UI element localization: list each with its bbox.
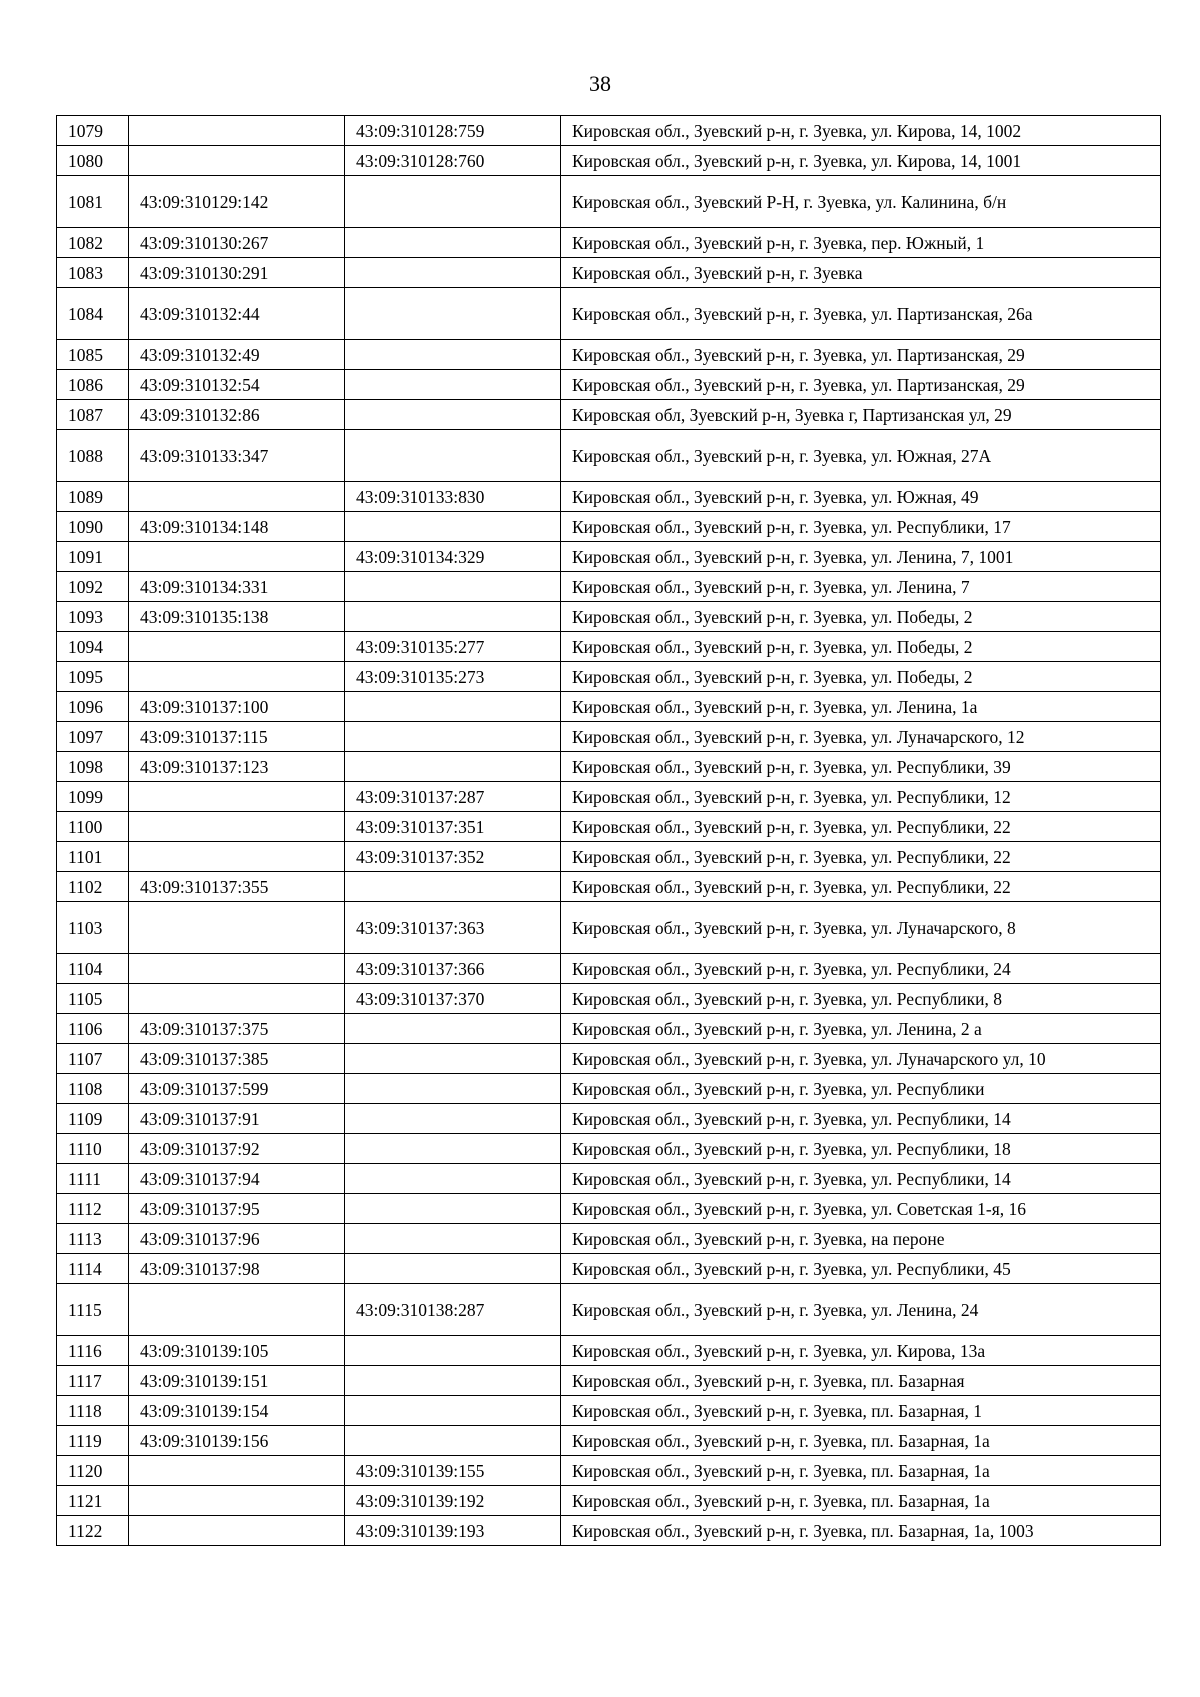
row-number-cell: 1098 xyxy=(57,752,129,782)
building-cadastral-number-cell xyxy=(345,572,561,602)
land-cadastral-number-cell: 43:09:310134:331 xyxy=(129,572,345,602)
building-cadastral-number-cell: 43:09:310135:277 xyxy=(345,632,561,662)
land-cadastral-number-cell xyxy=(129,902,345,954)
address-cell: Кировская обл., Зуевский р-н, г. Зуевка, ул. Победы, 2 xyxy=(561,632,1161,662)
address-cell: Кировская обл., Зуевский р-н, г. Зуевка, ул. Ленина, 1а xyxy=(561,692,1161,722)
land-cadastral-number-cell xyxy=(129,482,345,512)
address-cell: Кировская обл., Зуевский р-н, г. Зуевка, ул. Луначарского ул, 10 xyxy=(561,1044,1161,1074)
land-cadastral-number-cell: 43:09:310135:138 xyxy=(129,602,345,632)
building-cadastral-number-cell xyxy=(345,1164,561,1194)
row-number-cell: 1100 xyxy=(57,812,129,842)
row-number-cell: 1096 xyxy=(57,692,129,722)
address-cell: Кировская обл., Зуевский р-н, г. Зуевка, ул. Республики, 12 xyxy=(561,782,1161,812)
land-cadastral-number-cell: 43:09:310137:355 xyxy=(129,872,345,902)
land-cadastral-number-cell xyxy=(129,984,345,1014)
row-number-cell: 1106 xyxy=(57,1014,129,1044)
building-cadastral-number-cell: 43:09:310138:287 xyxy=(345,1284,561,1336)
address-cell: Кировская обл., Зуевский р-н, г. Зуевка, ул. Ленина, 2 а xyxy=(561,1014,1161,1044)
address-cell: Кировская обл., Зуевский р-н, г. Зуевка, ул. Республики, 45 xyxy=(561,1254,1161,1284)
table-row xyxy=(57,954,1161,984)
address-cell: Кировская обл., Зуевский р-н, г. Зуевка, пл. Базарная, 1а xyxy=(561,1456,1161,1486)
address-cell: Кировская обл., Зуевский р-н, г. Зуевка, ул. Луначарского, 12 xyxy=(561,722,1161,752)
address-cell: Кировская обл., Зуевский Р-Н, г. Зуевка, ул. Калинина, б/н xyxy=(561,176,1161,228)
address-cell: Кировская обл., Зуевский р-н, г. Зуевка, пл. Базарная, 1а, 1003 xyxy=(561,1516,1161,1546)
table-row xyxy=(57,228,1161,258)
address-cell: Кировская обл., Зуевский р-н, г. Зуевка, ул. Республики, 14 xyxy=(561,1164,1161,1194)
building-cadastral-number-cell xyxy=(345,1336,561,1366)
table-row xyxy=(57,176,1161,228)
row-number-cell: 1103 xyxy=(57,902,129,954)
table-row xyxy=(57,1426,1161,1456)
land-cadastral-number-cell xyxy=(129,632,345,662)
address-cell: Кировская обл., Зуевский р-н, г. Зуевка, ул. Южная, 27А xyxy=(561,430,1161,482)
land-cadastral-number-cell xyxy=(129,1456,345,1486)
building-cadastral-number-cell: 43:09:310135:273 xyxy=(345,662,561,692)
table-row xyxy=(57,1074,1161,1104)
building-cadastral-number-cell: 43:09:310128:760 xyxy=(345,146,561,176)
property-registry-table xyxy=(56,115,1161,1546)
land-cadastral-number-cell xyxy=(129,1486,345,1516)
land-cadastral-number-cell: 43:09:310137:91 xyxy=(129,1104,345,1134)
table-row xyxy=(57,340,1161,370)
table-row xyxy=(57,984,1161,1014)
table-row xyxy=(57,902,1161,954)
row-number-cell: 1121 xyxy=(57,1486,129,1516)
land-cadastral-number-cell: 43:09:310133:347 xyxy=(129,430,345,482)
row-number-cell: 1120 xyxy=(57,1456,129,1486)
page-number: 38 xyxy=(589,71,611,96)
building-cadastral-number-cell xyxy=(345,430,561,482)
address-cell: Кировская обл., Зуевский р-н, г. Зуевка, ул. Луначарского, 8 xyxy=(561,902,1161,954)
table-row xyxy=(57,116,1161,146)
table-row xyxy=(57,1104,1161,1134)
address-cell: Кировская обл., Зуевский р-н, г. Зуевка, пер. Южный, 1 xyxy=(561,228,1161,258)
row-number-cell: 1119 xyxy=(57,1426,129,1456)
row-number-cell: 1086 xyxy=(57,370,129,400)
address-cell: Кировская обл., Зуевский р-н, г. Зуевка, пл. Базарная, 1а xyxy=(561,1486,1161,1516)
table-row xyxy=(57,1044,1161,1074)
building-cadastral-number-cell xyxy=(345,288,561,340)
land-cadastral-number-cell: 43:09:310129:142 xyxy=(129,176,345,228)
address-cell: Кировская обл., Зуевский р-н, г. Зуевка, ул. Кирова, 14, 1002 xyxy=(561,116,1161,146)
land-cadastral-number-cell: 43:09:310132:54 xyxy=(129,370,345,400)
address-cell: Кировская обл, Зуевский р-н, Зуевка г, Партизанская ул, 29 xyxy=(561,400,1161,430)
table-row xyxy=(57,1134,1161,1164)
building-cadastral-number-cell: 43:09:310137:351 xyxy=(345,812,561,842)
row-number-cell: 1097 xyxy=(57,722,129,752)
row-number-cell: 1091 xyxy=(57,542,129,572)
building-cadastral-number-cell xyxy=(345,1104,561,1134)
row-number-cell: 1099 xyxy=(57,782,129,812)
land-cadastral-number-cell xyxy=(129,1516,345,1546)
row-number-cell: 1122 xyxy=(57,1516,129,1546)
land-cadastral-number-cell: 43:09:310132:49 xyxy=(129,340,345,370)
land-cadastral-number-cell: 43:09:310139:154 xyxy=(129,1396,345,1426)
land-cadastral-number-cell: 43:09:310137:94 xyxy=(129,1164,345,1194)
row-number-cell: 1084 xyxy=(57,288,129,340)
address-cell: Кировская обл., Зуевский р-н, г. Зуевка xyxy=(561,258,1161,288)
table-row xyxy=(57,288,1161,340)
table-row xyxy=(57,512,1161,542)
building-cadastral-number-cell xyxy=(345,340,561,370)
land-cadastral-number-cell: 43:09:310139:151 xyxy=(129,1366,345,1396)
building-cadastral-number-cell xyxy=(345,692,561,722)
address-cell: Кировская обл., Зуевский р-н, г. Зуевка, ул. Ленина, 7 xyxy=(561,572,1161,602)
row-number-cell: 1092 xyxy=(57,572,129,602)
building-cadastral-number-cell: 43:09:310133:830 xyxy=(345,482,561,512)
row-number-cell: 1079 xyxy=(57,116,129,146)
row-number-cell: 1117 xyxy=(57,1366,129,1396)
address-cell: Кировская обл., Зуевский р-н, г. Зуевка, ул. Кирова, 13а xyxy=(561,1336,1161,1366)
table-row xyxy=(57,1014,1161,1044)
address-cell: Кировская обл., Зуевский р-н, г. Зуевка, ул. Республики, 24 xyxy=(561,954,1161,984)
building-cadastral-number-cell xyxy=(345,370,561,400)
land-cadastral-number-cell xyxy=(129,1284,345,1336)
table-row xyxy=(57,430,1161,482)
row-number-cell: 1114 xyxy=(57,1254,129,1284)
address-cell: Кировская обл., Зуевский р-н, г. Зуевка, ул. Партизанская, 26а xyxy=(561,288,1161,340)
land-cadastral-number-cell: 43:09:310130:291 xyxy=(129,258,345,288)
table-row xyxy=(57,1164,1161,1194)
table-row xyxy=(57,1516,1161,1546)
land-cadastral-number-cell xyxy=(129,954,345,984)
row-number-cell: 1095 xyxy=(57,662,129,692)
address-cell: Кировская обл., Зуевский р-н, г. Зуевка, пл. Базарная, 1 xyxy=(561,1396,1161,1426)
land-cadastral-number-cell: 43:09:310137:599 xyxy=(129,1074,345,1104)
land-cadastral-number-cell: 43:09:310137:385 xyxy=(129,1044,345,1074)
row-number-cell: 1089 xyxy=(57,482,129,512)
row-number-cell: 1090 xyxy=(57,512,129,542)
table-row xyxy=(57,146,1161,176)
building-cadastral-number-cell xyxy=(345,722,561,752)
land-cadastral-number-cell: 43:09:310137:95 xyxy=(129,1194,345,1224)
land-cadastral-number-cell xyxy=(129,812,345,842)
land-cadastral-number-cell: 43:09:310139:156 xyxy=(129,1426,345,1456)
table-row xyxy=(57,842,1161,872)
land-cadastral-number-cell: 43:09:310137:123 xyxy=(129,752,345,782)
table-row xyxy=(57,1456,1161,1486)
table-row xyxy=(57,692,1161,722)
address-cell: Кировская обл., Зуевский р-н, г. Зуевка, ул. Республики, 18 xyxy=(561,1134,1161,1164)
table-row xyxy=(57,872,1161,902)
table-row xyxy=(57,1366,1161,1396)
table-row xyxy=(57,258,1161,288)
land-cadastral-number-cell: 43:09:310130:267 xyxy=(129,228,345,258)
address-cell: Кировская обл., Зуевский р-н, г. Зуевка, ул. Республики, 14 xyxy=(561,1104,1161,1134)
building-cadastral-number-cell xyxy=(345,1044,561,1074)
address-cell: Кировская обл., Зуевский р-н, г. Зуевка, ул. Ленина, 7, 1001 xyxy=(561,542,1161,572)
row-number-cell: 1104 xyxy=(57,954,129,984)
row-number-cell: 1113 xyxy=(57,1224,129,1254)
building-cadastral-number-cell xyxy=(345,1194,561,1224)
row-number-cell: 1081 xyxy=(57,176,129,228)
table-row xyxy=(57,782,1161,812)
table-row xyxy=(57,662,1161,692)
land-cadastral-number-cell xyxy=(129,542,345,572)
building-cadastral-number-cell: 43:09:310128:759 xyxy=(345,116,561,146)
address-cell: Кировская обл., Зуевский р-н, г. Зуевка, ул. Партизанская, 29 xyxy=(561,370,1161,400)
building-cadastral-number-cell xyxy=(345,752,561,782)
building-cadastral-number-cell xyxy=(345,228,561,258)
address-cell: Кировская обл., Зуевский р-н, г. Зуевка, пл. Базарная, 1а xyxy=(561,1426,1161,1456)
row-number-cell: 1088 xyxy=(57,430,129,482)
table-row xyxy=(57,572,1161,602)
row-number-cell: 1101 xyxy=(57,842,129,872)
address-cell: Кировская обл., Зуевский р-н, г. Зуевка, на пероне xyxy=(561,1224,1161,1254)
row-number-cell: 1082 xyxy=(57,228,129,258)
building-cadastral-number-cell xyxy=(345,1254,561,1284)
land-cadastral-number-cell: 43:09:310137:115 xyxy=(129,722,345,752)
row-number-cell: 1115 xyxy=(57,1284,129,1336)
building-cadastral-number-cell: 43:09:310139:193 xyxy=(345,1516,561,1546)
building-cadastral-number-cell xyxy=(345,176,561,228)
building-cadastral-number-cell xyxy=(345,602,561,632)
row-number-cell: 1109 xyxy=(57,1104,129,1134)
land-cadastral-number-cell: 43:09:310137:96 xyxy=(129,1224,345,1254)
row-number-cell: 1110 xyxy=(57,1134,129,1164)
table-row xyxy=(57,722,1161,752)
building-cadastral-number-cell: 43:09:310137:370 xyxy=(345,984,561,1014)
row-number-cell: 1087 xyxy=(57,400,129,430)
building-cadastral-number-cell: 43:09:310137:287 xyxy=(345,782,561,812)
row-number-cell: 1107 xyxy=(57,1044,129,1074)
building-cadastral-number-cell: 43:09:310137:366 xyxy=(345,954,561,984)
address-cell: Кировская обл., Зуевский р-н, г. Зуевка, ул. Республики, 22 xyxy=(561,872,1161,902)
building-cadastral-number-cell: 43:09:310139:192 xyxy=(345,1486,561,1516)
address-cell: Кировская обл., Зуевский р-н, г. Зуевка, ул. Республики, 22 xyxy=(561,842,1161,872)
building-cadastral-number-cell xyxy=(345,400,561,430)
table-row xyxy=(57,370,1161,400)
land-cadastral-number-cell: 43:09:310137:98 xyxy=(129,1254,345,1284)
address-cell: Кировская обл., Зуевский р-н, г. Зуевка, ул. Победы, 2 xyxy=(561,662,1161,692)
building-cadastral-number-cell xyxy=(345,1074,561,1104)
row-number-cell: 1094 xyxy=(57,632,129,662)
row-number-cell: 1085 xyxy=(57,340,129,370)
land-cadastral-number-cell: 43:09:310137:100 xyxy=(129,692,345,722)
table-row xyxy=(57,1486,1161,1516)
table-row xyxy=(57,1224,1161,1254)
building-cadastral-number-cell: 43:09:310139:155 xyxy=(345,1456,561,1486)
row-number-cell: 1116 xyxy=(57,1336,129,1366)
table-row xyxy=(57,812,1161,842)
table-row xyxy=(57,1284,1161,1336)
row-number-cell: 1111 xyxy=(57,1164,129,1194)
building-cadastral-number-cell xyxy=(345,1366,561,1396)
land-cadastral-number-cell: 43:09:310139:105 xyxy=(129,1336,345,1366)
land-cadastral-number-cell xyxy=(129,782,345,812)
land-cadastral-number-cell xyxy=(129,146,345,176)
address-cell: Кировская обл., Зуевский р-н, г. Зуевка, ул. Республики, 22 xyxy=(561,812,1161,842)
table-row xyxy=(57,602,1161,632)
row-number-cell: 1105 xyxy=(57,984,129,1014)
row-number-cell: 1108 xyxy=(57,1074,129,1104)
row-number-cell: 1083 xyxy=(57,258,129,288)
address-cell: Кировская обл., Зуевский р-н, г. Зуевка, ул. Кирова, 14, 1001 xyxy=(561,146,1161,176)
table-row xyxy=(57,400,1161,430)
table-row xyxy=(57,482,1161,512)
land-cadastral-number-cell xyxy=(129,662,345,692)
registry-table-body xyxy=(57,116,1161,1546)
table-row xyxy=(57,1336,1161,1366)
building-cadastral-number-cell: 43:09:310134:329 xyxy=(345,542,561,572)
building-cadastral-number-cell xyxy=(345,1134,561,1164)
address-cell: Кировская обл., Зуевский р-н, г. Зуевка, ул. Республики, 39 xyxy=(561,752,1161,782)
building-cadastral-number-cell: 43:09:310137:363 xyxy=(345,902,561,954)
address-cell: Кировская обл., Зуевский р-н, г. Зуевка, ул. Победы, 2 xyxy=(561,602,1161,632)
building-cadastral-number-cell xyxy=(345,1396,561,1426)
building-cadastral-number-cell xyxy=(345,1426,561,1456)
address-cell: Кировская обл., Зуевский р-н, г. Зуевка, пл. Базарная xyxy=(561,1366,1161,1396)
row-number-cell: 1080 xyxy=(57,146,129,176)
land-cadastral-number-cell xyxy=(129,116,345,146)
row-number-cell: 1112 xyxy=(57,1194,129,1224)
row-number-cell: 1118 xyxy=(57,1396,129,1426)
building-cadastral-number-cell xyxy=(345,1014,561,1044)
land-cadastral-number-cell: 43:09:310137:92 xyxy=(129,1134,345,1164)
table-row xyxy=(57,752,1161,782)
table-row xyxy=(57,1254,1161,1284)
row-number-cell: 1102 xyxy=(57,872,129,902)
land-cadastral-number-cell: 43:09:310132:86 xyxy=(129,400,345,430)
building-cadastral-number-cell xyxy=(345,1224,561,1254)
address-cell: Кировская обл., Зуевский р-н, г. Зуевка, ул. Партизанская, 29 xyxy=(561,340,1161,370)
address-cell: Кировская обл., Зуевский р-н, г. Зуевка, ул. Ленина, 24 xyxy=(561,1284,1161,1336)
address-cell: Кировская обл., Зуевский р-н, г. Зуевка, ул. Республики xyxy=(561,1074,1161,1104)
land-cadastral-number-cell: 43:09:310132:44 xyxy=(129,288,345,340)
address-cell: Кировская обл., Зуевский р-н, г. Зуевка, ул. Советская 1-я, 16 xyxy=(561,1194,1161,1224)
building-cadastral-number-cell xyxy=(345,512,561,542)
table-row xyxy=(57,542,1161,572)
row-number-cell: 1093 xyxy=(57,602,129,632)
building-cadastral-number-cell xyxy=(345,258,561,288)
land-cadastral-number-cell: 43:09:310134:148 xyxy=(129,512,345,542)
address-cell: Кировская обл., Зуевский р-н, г. Зуевка, ул. Южная, 49 xyxy=(561,482,1161,512)
table-row xyxy=(57,1396,1161,1426)
building-cadastral-number-cell xyxy=(345,872,561,902)
address-cell: Кировская обл., Зуевский р-н, г. Зуевка, ул. Республики, 8 xyxy=(561,984,1161,1014)
table-row xyxy=(57,632,1161,662)
table-row xyxy=(57,1194,1161,1224)
land-cadastral-number-cell xyxy=(129,842,345,872)
land-cadastral-number-cell: 43:09:310137:375 xyxy=(129,1014,345,1044)
address-cell: Кировская обл., Зуевский р-н, г. Зуевка, ул. Республики, 17 xyxy=(561,512,1161,542)
building-cadastral-number-cell: 43:09:310137:352 xyxy=(345,842,561,872)
